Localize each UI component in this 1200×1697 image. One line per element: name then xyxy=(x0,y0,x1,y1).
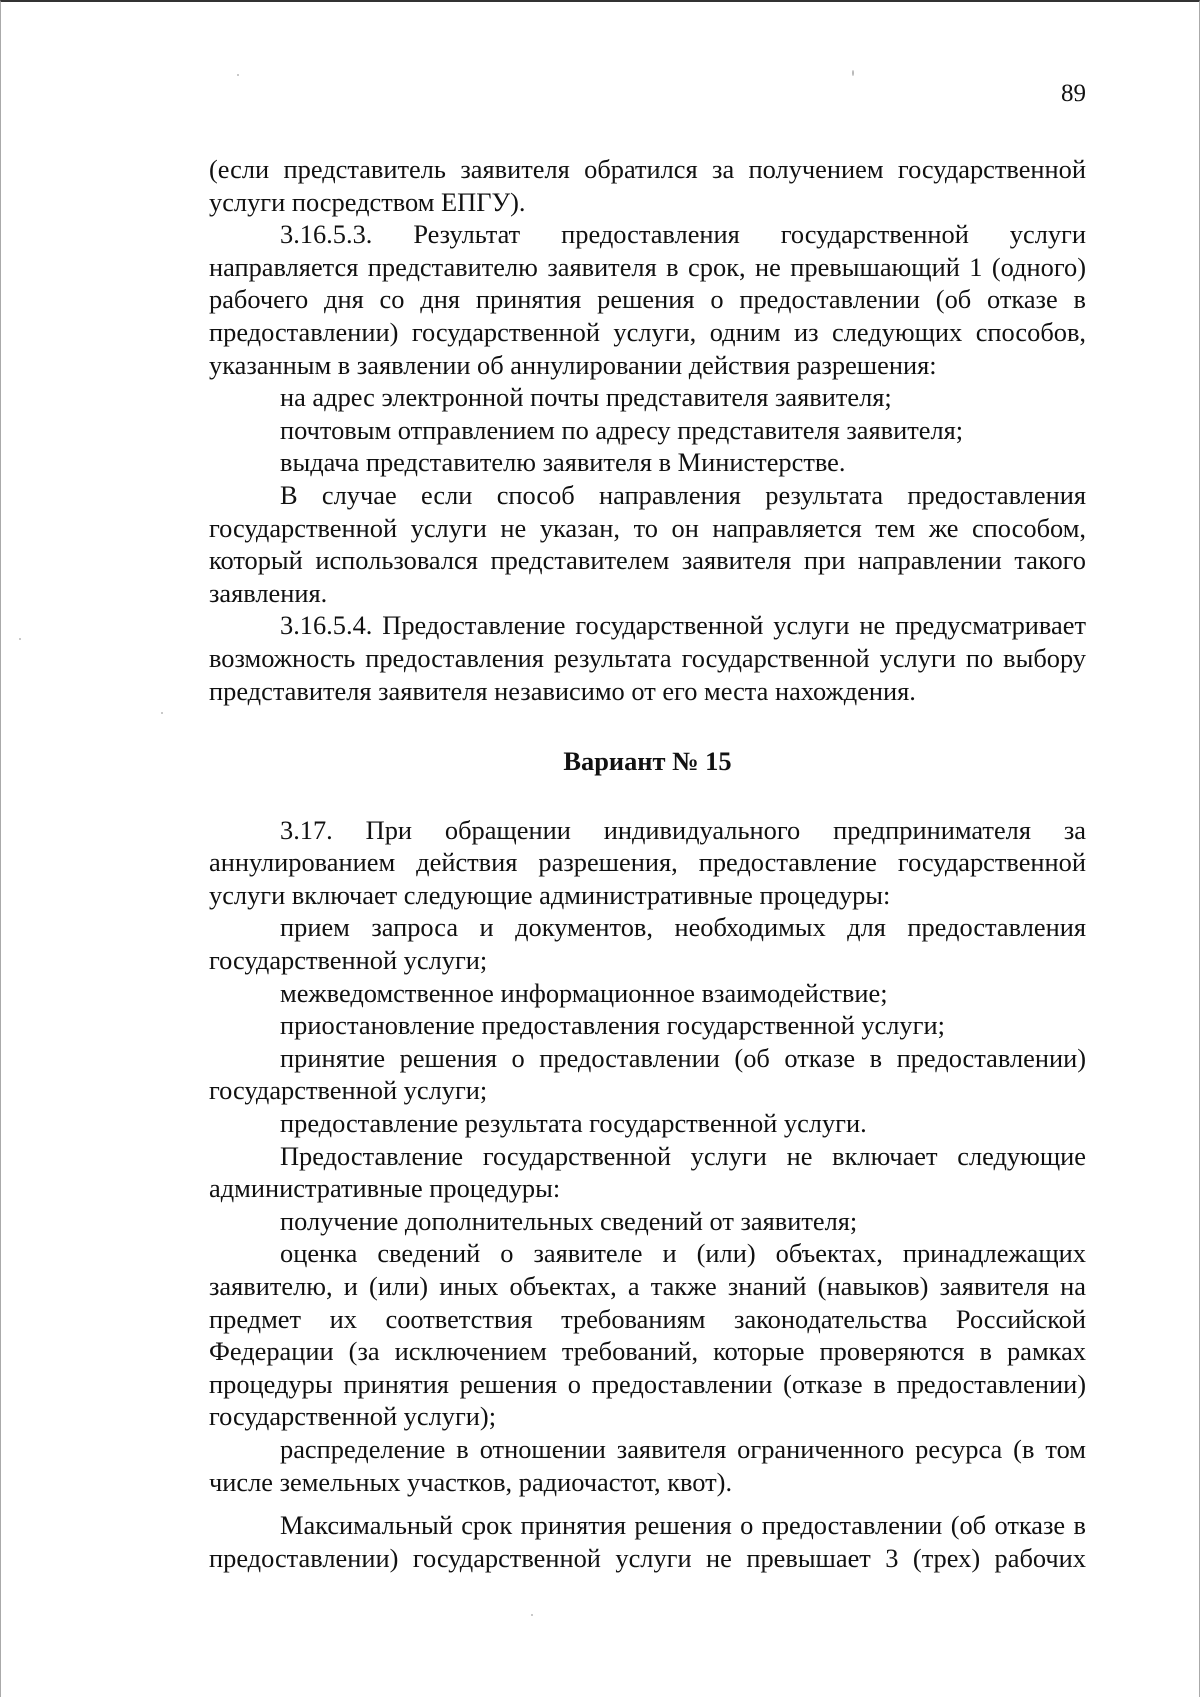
scan-speck xyxy=(852,70,854,76)
paragraph: Предоставление государственной услуги не включает следующие административные процедуры: xyxy=(209,1140,1086,1204)
list-item: межведомственное информационное взаимодействие; xyxy=(280,977,888,1008)
list-item: прием запроса и документов, необходимых для предоставления государственной услуги; xyxy=(209,912,1086,976)
list-item: на адрес электронной почты представителя заявителя; xyxy=(280,382,892,413)
list-item: распределение в отношении заявителя ограниченного ресурса (в том числе земельных участков, радиочастот, квот). xyxy=(209,1433,1086,1497)
document-body xyxy=(209,153,1086,1574)
paragraph: Максимальный срок принятия решения о предоставлении (об отказе в предоставлении) государственной услуги не превышает 3 (трех) рабочих xyxy=(209,1510,1086,1573)
page-number: 89 xyxy=(1061,80,1086,107)
scan-speck xyxy=(237,74,239,76)
list-item: выдача представителю заявителя в Министерстве. xyxy=(280,447,846,478)
paragraph: 3.16.5.3. Результат предоставления государственной услуги направляется представителю заявителя в срок, не превышающий 1 (одного) рабочего дня со дня принятия решения о предоставлении (об отказе в предоставлении) государственной услуги, одним из следующих способов, указанным в заявлении об аннулировании действия разрешения: xyxy=(209,219,1086,380)
list-item: предоставление результата государственной услуги. xyxy=(280,1108,867,1139)
list-item: принятие решения о предоставлении (об отказе в предоставлении) государственной услуги; xyxy=(209,1042,1086,1106)
list-item: получение дополнительных сведений от заявителя; xyxy=(280,1205,858,1236)
paragraph: В случае если способ направления результата предоставления государственной услуги не указан, то он направляется тем же способом, который использовался представителем заявителя при направлении такого заявления. xyxy=(209,479,1086,608)
section-heading: Вариант № 15 xyxy=(563,746,732,777)
scan-speck xyxy=(161,712,163,714)
list-item: оценка сведений о заявителе и (или) объектах, принадлежащих заявителю, и (или) иных объектах, а также знаний (навыков) заявителя на предмет их соответствия требованиям законодательства Российской Федерации (за исключением требований, которые проверяются в рамках процедуры принятия решения о предоставлении (отказе в предоставлении) государственной услуги); xyxy=(209,1238,1086,1432)
paragraph: 3.17. При обращении индивидуального предпринимателя за аннулированием действия разрешения, предоставление государственной услуги включает следующие административные процедуры: xyxy=(209,814,1086,910)
paragraph: (если представитель заявителя обратился за получением государственной услуги посредством ЕПГУ). xyxy=(209,154,1086,217)
scan-speck xyxy=(19,638,21,640)
list-item: почтовым отправлением по адресу представителя заявителя; xyxy=(280,414,964,445)
list-item: приостановление предоставления государственной услуги; xyxy=(280,1010,945,1041)
scan-speck xyxy=(531,1614,533,1616)
paragraph: 3.16.5.4. Предоставление государственной услуги не предусматривает возможность предоставления результата государственной услуги по выбору представителя заявителя независимо от его места нахождения. xyxy=(209,610,1086,706)
